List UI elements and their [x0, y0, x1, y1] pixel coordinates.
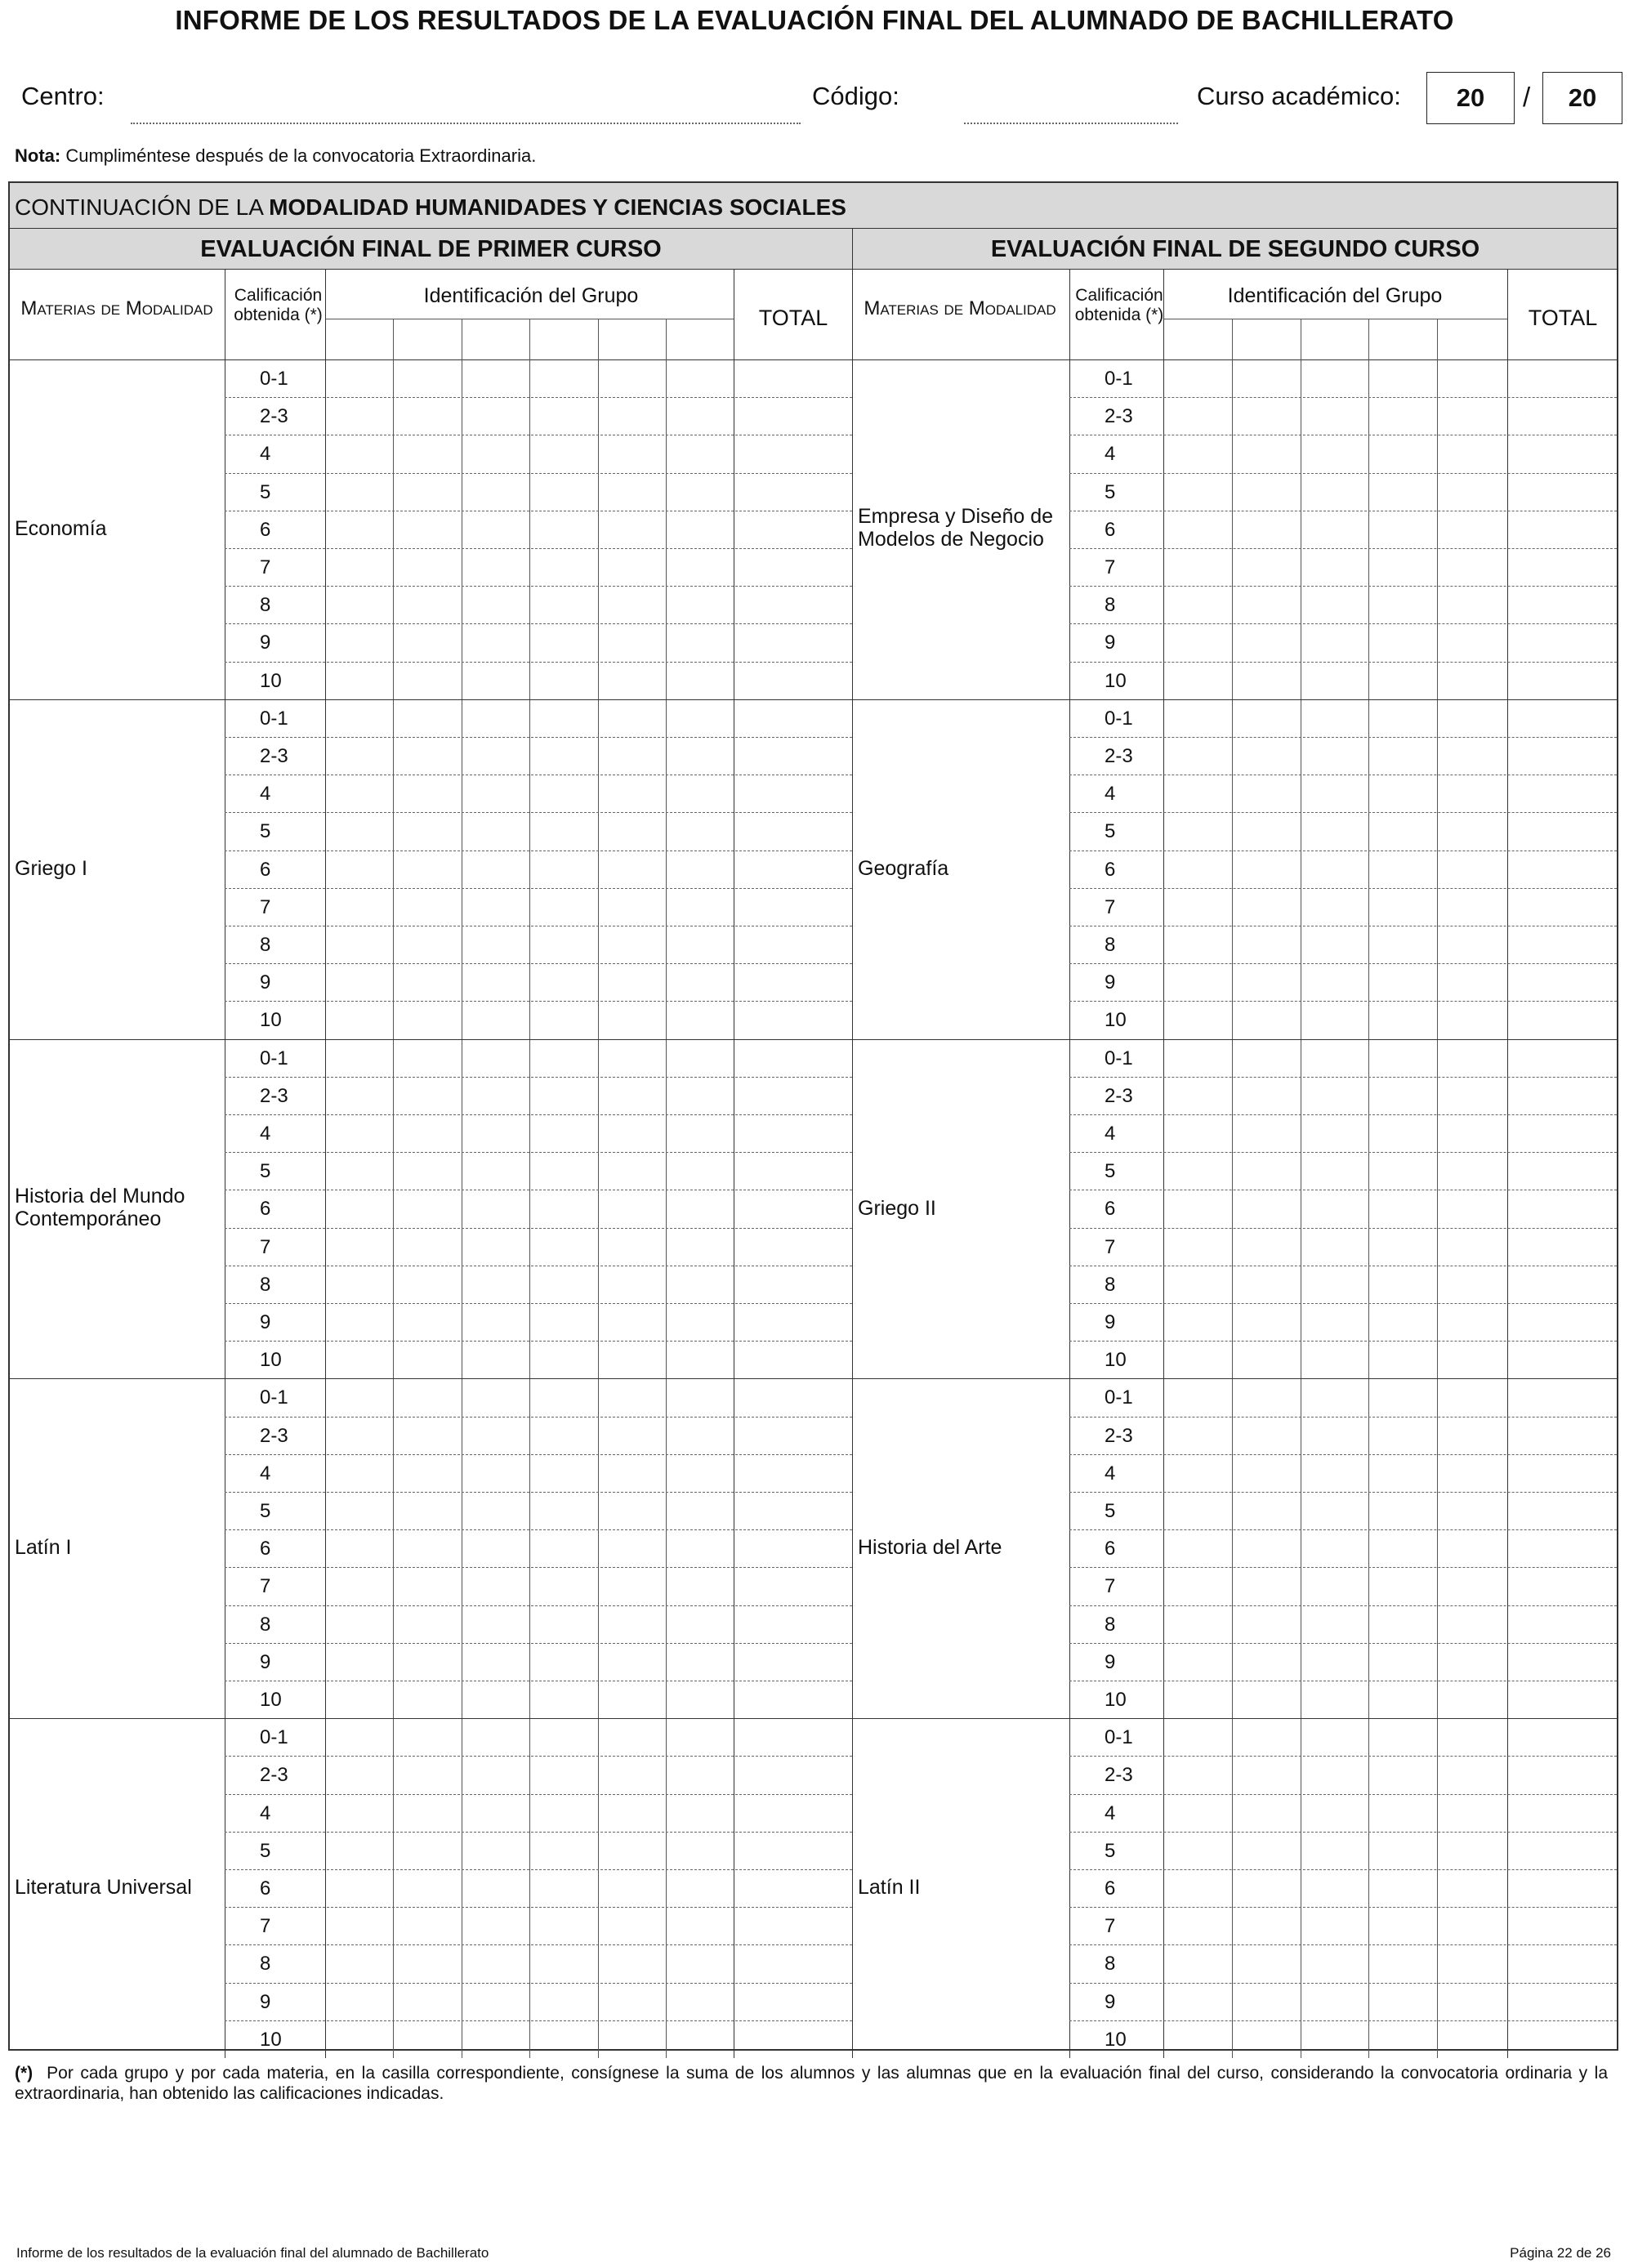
grade-row-rule-left [225, 1001, 852, 1002]
grade-row-rule-left [225, 850, 852, 851]
grade-label-second-course: 8 [1105, 1273, 1116, 1296]
codigo-label: Código: [812, 82, 899, 110]
grade-label-first-course: 10 [260, 2028, 282, 2051]
grade-label-second-course: 6 [1105, 518, 1116, 541]
grade-label-second-course: 5 [1105, 820, 1116, 843]
grade-label-first-course: 2-3 [260, 1084, 288, 1107]
grade-label-first-course: 5 [260, 1839, 271, 1862]
grade-label-first-course: 10 [260, 1009, 282, 1032]
grade-label-second-course: 2-3 [1105, 1764, 1133, 1787]
grade-label-first-course: 5 [260, 1500, 271, 1522]
grade-label-first-course: 6 [260, 518, 271, 541]
grade-row-rule-right [1069, 963, 1617, 964]
grade-row-rule-right [1069, 586, 1617, 587]
grade-label-first-course: 0-1 [260, 1047, 288, 1069]
codigo-field[interactable] [964, 123, 1178, 124]
grade-label-second-course: 5 [1105, 1839, 1116, 1862]
grade-row-rule-left [225, 1152, 852, 1153]
subject-label-second-course: Geografía [858, 856, 949, 880]
course-headings [10, 229, 1617, 270]
column-rule [1069, 270, 1070, 2058]
grade-row-rule-right [1069, 1567, 1617, 1568]
grade-row-rule-right [1069, 548, 1617, 549]
grade-row-rule-left [225, 1114, 852, 1115]
document-title: INFORME DE LOS RESULTADOS DE LA EVALUACIÓN FINAL DEL ALUMNADO DE BACHILLERATO [175, 5, 1454, 35]
grade-label-first-course: 10 [260, 1349, 282, 1372]
grade-label-second-course: 8 [1105, 934, 1116, 956]
nota-text: Cumpliméntese después de la convocatoria Extraordinaria. [65, 145, 537, 166]
grade-row-rule-right [1069, 662, 1617, 663]
grade-label-second-course: 6 [1105, 1538, 1116, 1560]
grade-label-second-course: 4 [1105, 443, 1116, 466]
page-number: Página 22 de 26 [1510, 2245, 1611, 2261]
section-heading [10, 183, 1617, 229]
header-bottom-rule [10, 359, 1617, 360]
grade-row-rule-right [1069, 1605, 1617, 1606]
grade-row-rule-right [1069, 1907, 1617, 1908]
grade-label-first-course: 5 [260, 820, 271, 843]
grade-row-rule-right [1069, 1529, 1617, 1530]
column-rule [325, 270, 326, 2058]
group-column-rule [1437, 319, 1438, 2058]
grade-row-rule-right [1069, 1077, 1617, 1078]
subject-label-second-course: Empresa y Diseño de Modelos de Negocio [858, 504, 1054, 551]
grade-label-second-course: 4 [1105, 783, 1116, 806]
grade-label-first-course: 4 [260, 783, 271, 806]
grade-row-rule-right [1069, 1114, 1617, 1115]
grade-label-second-course: 4 [1105, 1123, 1116, 1145]
grade-label-second-course: 9 [1105, 971, 1116, 994]
grade-label-first-course: 6 [260, 1198, 271, 1221]
grade-label-second-course: 0-1 [1105, 368, 1133, 390]
grade-label-first-course: 9 [260, 971, 271, 994]
grade-label-first-course: 4 [260, 1801, 271, 1824]
materias-header-left: Materias de Modalidad [20, 297, 213, 319]
subject-rule [10, 1378, 1617, 1379]
grade-label-first-course: 4 [260, 443, 271, 466]
subject-label-second-course: Historia del Arte [858, 1536, 1002, 1560]
grade-row-rule-right [1069, 888, 1617, 889]
grade-label-second-course: 6 [1105, 1198, 1116, 1221]
total-header-right: TOTAL [1528, 306, 1598, 330]
subject-label-first-course: Griego I [15, 856, 87, 880]
centro-label: Centro: [21, 82, 105, 110]
grade-label-second-course: 10 [1105, 1009, 1127, 1032]
grade-row-rule-left [225, 1492, 852, 1493]
grade-row-rule-left [225, 1643, 852, 1644]
grade-label-second-course: 8 [1105, 1613, 1116, 1636]
grade-label-first-course: 8 [260, 1273, 271, 1296]
grade-label-second-course: 5 [1105, 1500, 1116, 1522]
grade-row-rule-right [1069, 850, 1617, 851]
grade-row-rule-right [1069, 1794, 1617, 1795]
grade-row-rule-right [1069, 2020, 1617, 2021]
footnote [15, 2063, 1608, 2104]
grade-row-rule-right [1069, 1228, 1617, 1229]
grade-row-rule-left [225, 888, 852, 889]
calificacion-header-right: Calificación obtenida (*) [1074, 286, 1164, 324]
grade-row-rule-right [1069, 623, 1617, 624]
grade-row-rule-left [225, 2020, 852, 2021]
grade-row-rule-left [225, 1869, 852, 1870]
grade-label-second-course: 0-1 [1105, 707, 1133, 730]
grade-label-second-course: 0-1 [1105, 1047, 1133, 1069]
year-start-box[interactable]: 20 [1426, 72, 1515, 124]
year-end-box[interactable]: 20 [1542, 72, 1622, 124]
identificacion-header-right: Identificación del Grupo [1227, 284, 1443, 307]
grade-row-rule-left [225, 737, 852, 738]
grade-label-first-course: 10 [260, 669, 282, 692]
footnote-text: Por cada grupo y por cada materia, en la casilla correspondiente, consígnese la suma de los alumnos y las alumnas que en la evaluación final del curso, considerando la convocatoria ordinaria y la extraordinaria, han obtenido las calificaciones indicadas. [15, 2064, 1609, 2103]
grade-row-rule-right [1069, 1643, 1617, 1644]
grade-row-rule-left [225, 963, 852, 964]
grade-label-second-course: 2-3 [1105, 1424, 1133, 1447]
grade-label-first-course: 6 [260, 1877, 271, 1900]
grade-row-rule-right [1069, 397, 1617, 398]
grade-row-rule-left [225, 397, 852, 398]
grade-label-second-course: 4 [1105, 1462, 1116, 1484]
grade-row-rule-right [1069, 1341, 1617, 1342]
grade-row-rule-left [225, 1417, 852, 1418]
grade-row-rule-left [225, 812, 852, 813]
grade-row-rule-left [225, 1944, 852, 1945]
grade-row-rule-left [225, 586, 852, 587]
section-name: MODALIDAD HUMANIDADES Y CIENCIAS SOCIALES [269, 194, 846, 220]
grade-row-rule-left [225, 1832, 852, 1833]
group-column-rule [1368, 319, 1369, 2058]
total-header-left: TOTAL [758, 306, 828, 330]
group-column-rule [666, 319, 667, 2058]
curso-label: Curso académico: [1197, 82, 1401, 110]
grade-label-second-course: 9 [1105, 632, 1116, 654]
grade-row-rule-left [225, 1228, 852, 1229]
nota-label: Nota: [15, 145, 61, 166]
grade-label-first-course: 6 [260, 858, 271, 881]
grade-label-first-course: 9 [260, 632, 271, 654]
grade-row-rule-left [225, 1341, 852, 1342]
column-rule [852, 270, 853, 2058]
grade-row-rule-right [1069, 1983, 1617, 1984]
grade-label-first-course: 5 [260, 480, 271, 503]
centro-field[interactable] [131, 123, 801, 124]
grade-label-second-course: 6 [1105, 858, 1116, 881]
grade-row-rule-left [225, 1303, 852, 1304]
grade-label-first-course: 9 [260, 1990, 271, 2013]
grade-row-rule-right [1069, 1303, 1617, 1304]
grade-row-rule-left [225, 1529, 852, 1530]
grade-label-first-course: 2-3 [260, 1764, 288, 1787]
grade-row-rule-right [1069, 1944, 1617, 1945]
grade-label-second-course: 7 [1105, 556, 1116, 578]
grade-label-second-course: 10 [1105, 669, 1127, 692]
subject-label-first-course: Economía [15, 516, 107, 540]
nota [15, 145, 536, 167]
results-table [8, 181, 1618, 2051]
calificacion-header-left: Calificación obtenida (*) [234, 286, 323, 324]
grade-label-second-course: 5 [1105, 480, 1116, 503]
subject-rule [10, 1718, 1617, 1719]
grade-label-first-course: 0-1 [260, 368, 288, 390]
grade-label-first-course: 8 [260, 934, 271, 956]
grade-label-first-course: 2-3 [260, 745, 288, 767]
grade-row-rule-right [1069, 737, 1617, 738]
grade-label-first-course: 4 [260, 1462, 271, 1484]
grade-row-rule-left [225, 1983, 852, 1984]
grade-row-rule-left [225, 548, 852, 549]
grade-row-rule-left [225, 1567, 852, 1568]
grade-label-first-course: 7 [260, 1575, 271, 1598]
grade-label-second-course: 10 [1105, 2028, 1127, 2051]
grade-label-first-course: 2-3 [260, 1424, 288, 1447]
grade-label-second-course: 2-3 [1105, 745, 1133, 767]
subject-label-first-course: Latín I [15, 1536, 72, 1560]
group-column-rule [393, 319, 394, 2058]
grade-row-rule-left [225, 1907, 852, 1908]
grade-label-second-course: 2-3 [1105, 1084, 1133, 1107]
grade-label-second-course: 2-3 [1105, 405, 1133, 428]
grade-row-rule-left [225, 623, 852, 624]
grade-row-rule-right [1069, 473, 1617, 474]
grade-label-first-course: 0-1 [260, 1386, 288, 1409]
grade-row-rule-right [1069, 1417, 1617, 1418]
grade-label-second-course: 10 [1105, 1689, 1127, 1711]
grade-row-rule-left [225, 662, 852, 663]
subject-label-first-course: Historia del Mundo Contemporáneo [15, 1184, 185, 1230]
grade-label-second-course: 7 [1105, 1575, 1116, 1598]
grade-row-rule-left [225, 1794, 852, 1795]
grade-row-rule-left [225, 473, 852, 474]
grade-label-first-course: 9 [260, 1311, 271, 1333]
grade-row-rule-right [1069, 1492, 1617, 1493]
grade-label-first-course: 0-1 [260, 1726, 288, 1749]
grade-label-first-course: 8 [260, 1613, 271, 1636]
grade-label-first-course: 7 [260, 895, 271, 918]
subject-rule [10, 699, 1617, 700]
grade-row-rule-right [1069, 1001, 1617, 1002]
grade-label-second-course: 5 [1105, 1160, 1116, 1183]
grade-label-second-course: 0-1 [1105, 1386, 1133, 1409]
grade-label-first-course: 7 [260, 1235, 271, 1258]
grade-label-second-course: 7 [1105, 1235, 1116, 1258]
grade-row-rule-left [225, 1454, 852, 1455]
year-separator: / [1523, 82, 1531, 112]
grade-label-first-course: 7 [260, 1915, 271, 1938]
materias-header-right: Materias de Modalidad [864, 297, 1056, 319]
grade-label-first-course: 8 [260, 594, 271, 617]
grade-label-first-course: 10 [260, 1689, 282, 1711]
second-course-heading: EVALUACIÓN FINAL DE SEGUNDO CURSO [990, 236, 1480, 262]
grade-row-rule-left [225, 1605, 852, 1606]
group-column-rule [529, 319, 530, 2058]
subject-rule [10, 1039, 1617, 1040]
footnote-marker: (*) [15, 2064, 33, 2083]
grade-label-first-course: 6 [260, 1538, 271, 1560]
column-rule [1163, 270, 1164, 2058]
footer-title: Informe de los resultados de la evaluación final del alumnado de Bachillerato [16, 2245, 489, 2261]
group-column-rule [1232, 319, 1233, 2058]
grade-label-second-course: 9 [1105, 1650, 1116, 1673]
subject-label-second-course: Latín II [858, 1876, 921, 1900]
grade-label-second-course: 6 [1105, 1877, 1116, 1900]
grade-row-rule-right [1069, 1869, 1617, 1870]
subject-label-second-course: Griego II [858, 1196, 936, 1220]
section-prefix: CONTINUACIÓN DE LA [15, 194, 263, 220]
grade-label-first-course: 9 [260, 1650, 271, 1673]
identificacion-header-left: Identificación del Grupo [423, 284, 639, 307]
grade-label-second-course: 7 [1105, 1915, 1116, 1938]
first-course-heading: EVALUACIÓN FINAL DE PRIMER CURSO [200, 236, 662, 262]
grade-label-second-course: 9 [1105, 1311, 1116, 1333]
grade-label-second-course: 7 [1105, 895, 1116, 918]
grade-label-second-course: 0-1 [1105, 1726, 1133, 1749]
grade-label-first-course: 4 [260, 1123, 271, 1145]
grade-label-second-course: 9 [1105, 1990, 1116, 2013]
column-rule [1507, 270, 1508, 2058]
grade-row-rule-right [1069, 1756, 1617, 1757]
grade-row-rule-right [1069, 812, 1617, 813]
grade-label-first-course: 0-1 [260, 707, 288, 730]
grade-row-rule-right [1069, 1454, 1617, 1455]
grade-row-rule-left [225, 1077, 852, 1078]
grade-label-first-course: 5 [260, 1160, 271, 1183]
grade-label-second-course: 8 [1105, 594, 1116, 617]
subject-label-first-course: Literatura Universal [15, 1876, 192, 1900]
grade-row-rule-left [225, 1756, 852, 1757]
grade-label-second-course: 10 [1105, 1349, 1127, 1372]
grade-label-second-course: 8 [1105, 1953, 1116, 1976]
group-column-rule [598, 319, 599, 2058]
grade-row-rule-right [1069, 1152, 1617, 1153]
grade-label-first-course: 2-3 [260, 405, 288, 428]
grade-row-rule-right [1069, 1832, 1617, 1833]
grade-label-first-course: 8 [260, 1953, 271, 1976]
grade-label-first-course: 7 [260, 556, 271, 578]
grade-label-second-course: 4 [1105, 1801, 1116, 1824]
